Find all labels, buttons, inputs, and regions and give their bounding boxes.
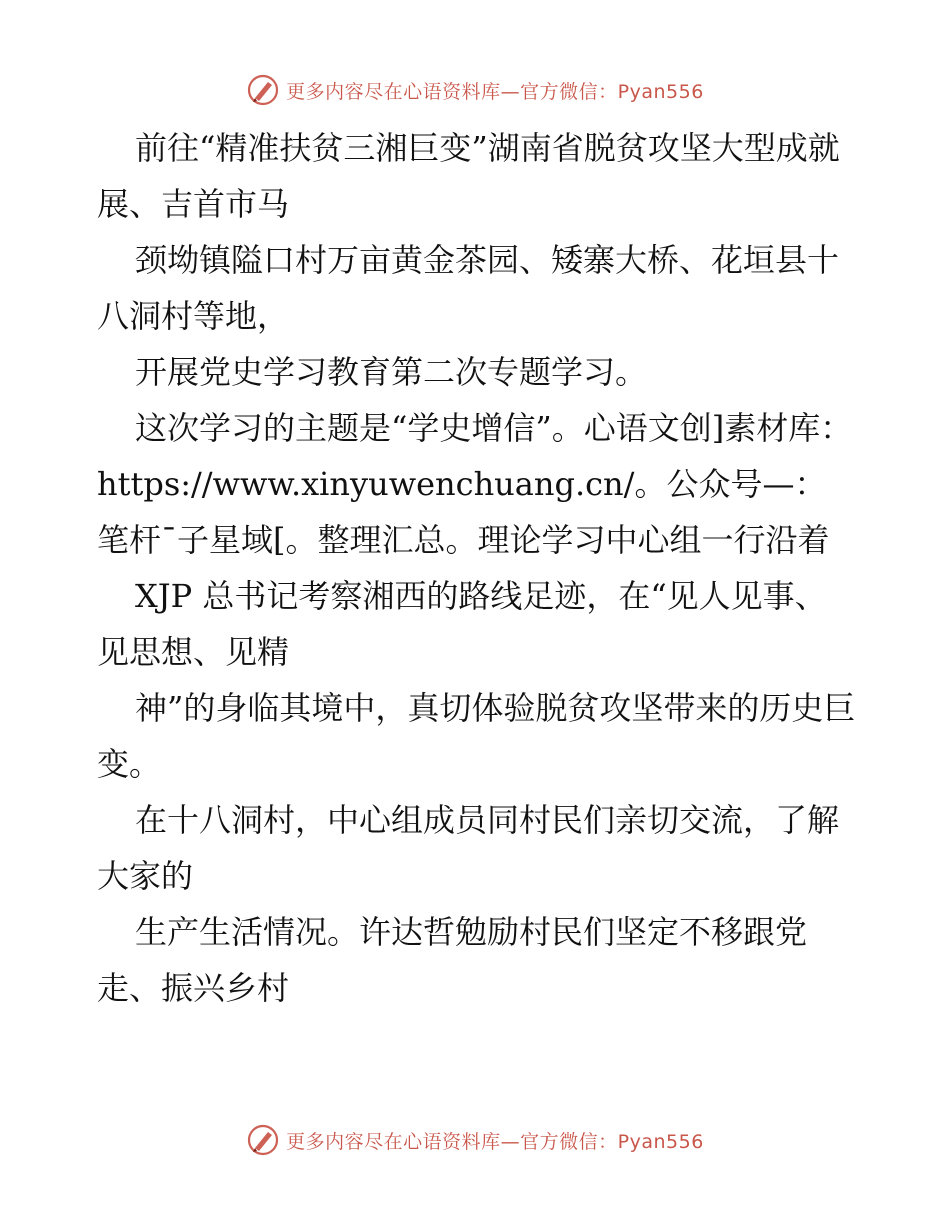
document-body: [97, 120, 857, 1016]
paragraph: 生产生活情况。许达哲勉励村民们坚定不移跟党走、振兴乡村: [97, 913, 808, 1007]
paragraph: 前往“精准扶贫三湘巨变”湖南省脱贫攻坚大型成就展、吉首市马: [97, 129, 840, 223]
header-watermark-text: 更多内容尽在心语资料库—官方微信：Pyan556: [286, 80, 704, 103]
paragraph: 神”的身临其境中，真切体验脱贫攻坚带来的历史巨变。: [97, 689, 856, 783]
paragraph: 开展党史学习教育第二次专题学习。: [135, 353, 648, 391]
header-watermark: [0, 70, 950, 110]
footer-watermark: [0, 1120, 950, 1160]
pen-logo-icon: [246, 73, 280, 107]
paragraph: 这次学习的主题是“学史增信”。心语文创]素材库：https://www.xinyuwenchuang.cn/。公众号—：笔杆¯子星域[。整理汇总。理论学习中心组一行沿着: [97, 409, 853, 559]
paragraph: 在十八洞村，中心组成员同村民们亲切交流，了解大家的: [97, 801, 840, 895]
paragraph: XJP 总书记考察湘西的路线足迹，在“见人见事、见思想、见精: [97, 577, 827, 671]
footer-watermark-text: 更多内容尽在心语资料库—官方微信：Pyan556: [286, 1130, 704, 1153]
paragraph: 颈坳镇隘口村万亩黄金茶园、矮寨大桥、花垣县十八洞村等地，: [97, 241, 840, 335]
pen-logo-icon: [246, 1123, 280, 1157]
